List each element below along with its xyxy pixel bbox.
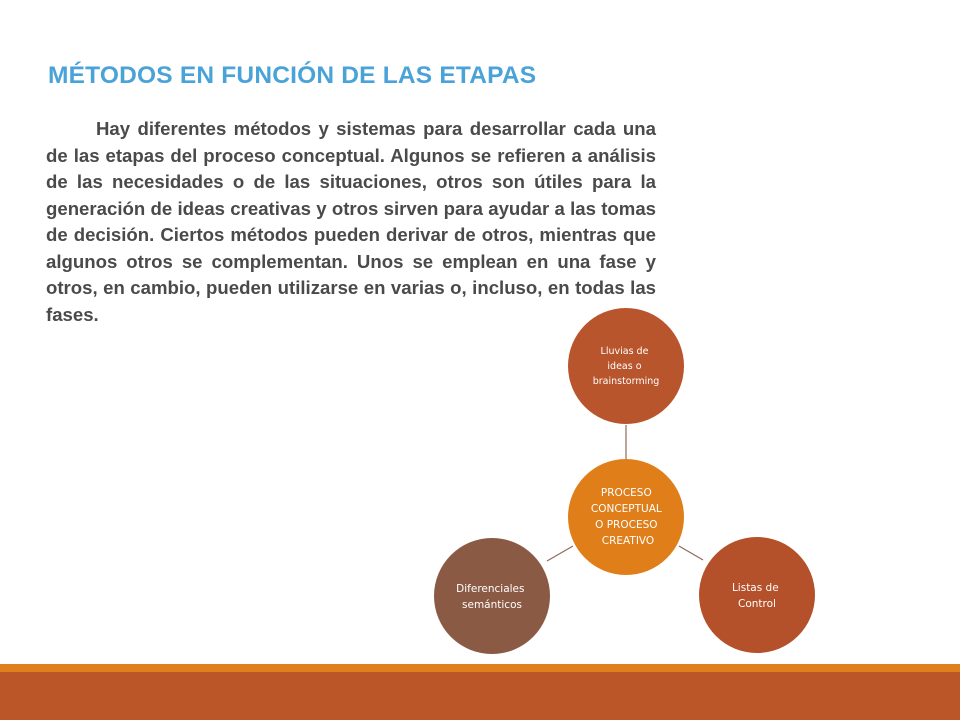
body-paragraph: Hay diferentes métodos y sistemas para desarrollar cada una de las etapas del proceso conceptual. Algunos se refieren a análisis de las necesidades o de las situaciones, otros son útiles para la generación de ideas creativas y otros sirven para ayudar a las tomas de decisión. Ciertos métodos pueden derivar de otros, mientras que algunos otros se complementan. Unos se emplean en una fase y otros, en cambio, pueden utilizarse en varias o, incluso, en todas las fases. (46, 118, 656, 325)
node-brainstorming (568, 308, 684, 424)
slide-title: MÉTODOS EN FUNCIÓN DE LAS ETAPAS (48, 62, 537, 89)
connector-left (547, 546, 573, 561)
node-diferenciales-circle (434, 538, 550, 654)
center-node-line: O PROCESO (595, 519, 658, 531)
node-diferenciales-line: Diferenciales (456, 583, 525, 595)
center-node-line: PROCESO (600, 487, 652, 499)
footer-accent-band (0, 664, 960, 672)
center-node (568, 459, 684, 575)
node-diferenciales-semanticos (434, 538, 550, 654)
node-diferenciales-line: semánticos (462, 599, 522, 611)
node-listas-line: Control (738, 598, 776, 610)
node-listas-de-control (699, 537, 815, 653)
connector-right (679, 546, 703, 560)
footer-band (0, 672, 960, 720)
node-brainstorming-line: Lluvias de (600, 346, 649, 357)
center-node-circle (568, 459, 684, 575)
node-listas-de-control-circle (699, 537, 815, 653)
center-node-line: CREATIVO (601, 535, 655, 547)
node-brainstorming-line: brainstorming (592, 376, 660, 387)
node-listas-line: Listas de (731, 582, 779, 594)
node-brainstorming-line: ideas o (607, 361, 642, 372)
center-node-line: CONCEPTUAL (590, 503, 662, 515)
